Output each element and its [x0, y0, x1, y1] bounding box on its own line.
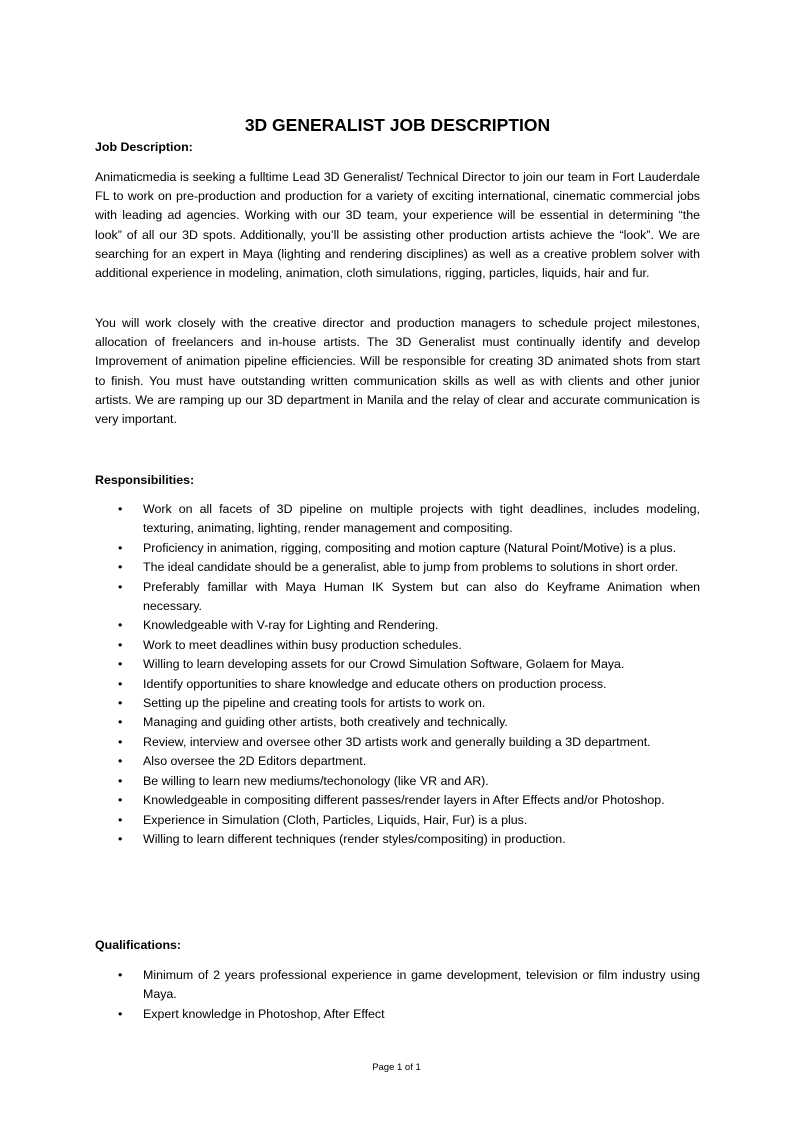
- job-description-heading: Job Description:: [95, 140, 193, 154]
- list-item: • Knowledgeable in compositing different passes/render layers in After Effects and/or Photoshop.: [95, 791, 700, 810]
- document-title: 3D GENERALIST JOB DESCRIPTION: [244, 115, 551, 135]
- list-item: • Knowledgeable with V-ray for Lighting and Rendering.: [95, 616, 700, 635]
- list-item: • Minimum of 2 years professional experience in game development, television or film industry using Maya.: [95, 966, 700, 1005]
- list-item: • Review, interview and oversee other 3D artists work and generally building a 3D department.: [95, 733, 700, 752]
- list-item: • Preferably famillar with Maya Human IK System but can also do Keyframe Animation when necessary.: [95, 578, 700, 617]
- job-description-paragraph: Animaticmedia is seeking a fulltime Lead 3D Generalist/ Technical Director to join our team in Fort Lauderdale FL to work on pre-production and production for a variety of exciting international, cinematic commercial jobs with leading ad agencies. Working with our 3D team, your experience will be essential in determining “the look” of all our 3D spots. Additionally, you’ll be assisting other production artists achieve the “look”. We are searching for an expert in Maya (lighting and rendering disciplines) as well as a creative problem solver with additional experience in modeling, animation, cloth simulations, rigging, particles, liquids, hair and fur.: [95, 170, 700, 281]
- list-item: • Work on all facets of 3D pipeline on multiple projects with tight deadlines, includes modeling, texturing, animating, lighting, render management and compositing.: [95, 500, 700, 539]
- list-item: • Proficiency in animation, rigging, compositing and motion capture (Natural Point/Motive) is a plus.: [95, 539, 700, 558]
- list-item: • Experience in Simulation (Cloth, Particles, Liquids, Hair, Fur) is a plus.: [95, 811, 700, 830]
- list-item: • The ideal candidate should be a generalist, able to jump from problems to solutions in short order.: [95, 558, 700, 577]
- list-item: • Also oversee the 2D Editors department.: [95, 752, 700, 771]
- qualifications-list: [95, 966, 700, 1024]
- list-item: • Expert knowledge in Photoshop, After Effect: [95, 1005, 700, 1024]
- qualifications-heading: Qualifications:: [95, 938, 182, 952]
- list-item: • Identify opportunities to share knowledge and educate others on production process.: [95, 675, 700, 694]
- page-number: Page 1 of 1: [372, 1062, 421, 1073]
- responsibilities-list: [95, 500, 700, 849]
- list-item: • Be willing to learn new mediums/techonology (like VR and AR).: [95, 772, 700, 791]
- list-item: • Managing and guiding other artists, both creatively and technically.: [95, 713, 700, 732]
- list-item: • Willing to learn developing assets for our Crowd Simulation Software, Golaem for Maya.: [95, 655, 700, 674]
- responsibilities-heading: Responsibilities:: [95, 473, 195, 487]
- list-item: • Work to meet deadlines within busy production schedules.: [95, 636, 700, 655]
- job-description-paragraph: You will work closely with the creative director and production managers to schedule project milestones, allocation of freelancers and in-house artists. The 3D Generalist must continually identify and develop Improvement of animation pipeline efficiencies. Will be responsible for creating 3D animated shots from start to finish. You must have outstanding written communication skills as well as with clients and other junior artists. We are ramping up our 3D department in Manila and the relay of clear and accurate communication is very important.: [95, 316, 700, 427]
- list-item: • Setting up the pipeline and creating tools for artists to work on.: [95, 694, 700, 713]
- list-item: • Willing to learn different techniques (render styles/compositing) in production.: [95, 830, 700, 849]
